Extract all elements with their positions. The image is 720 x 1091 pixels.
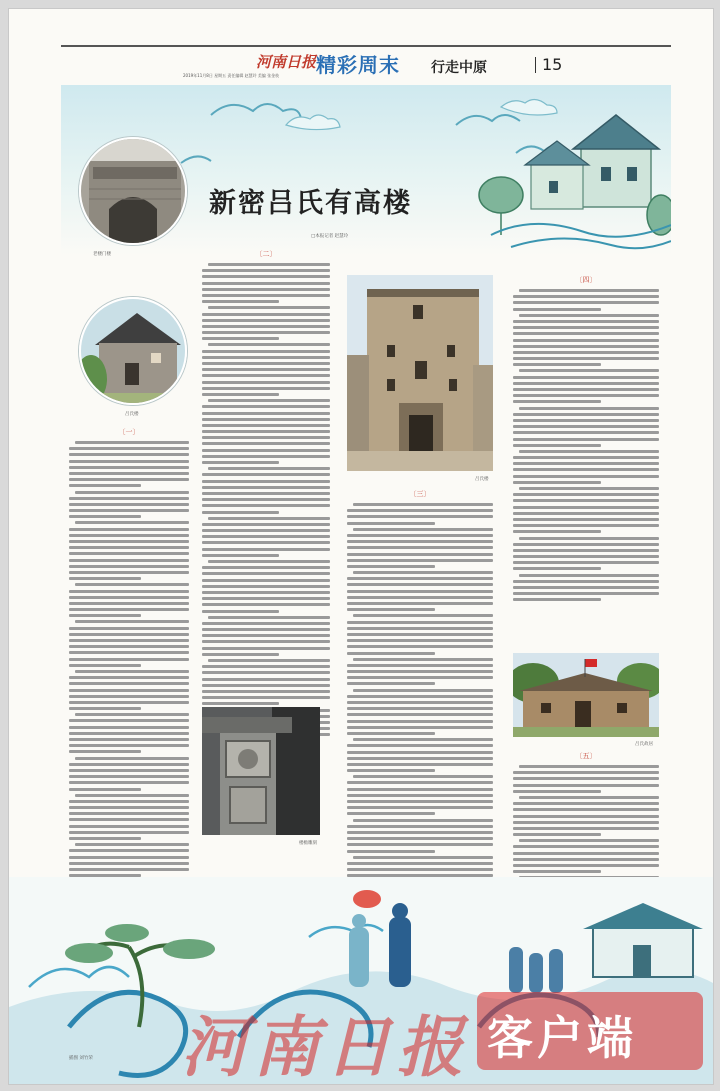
gate-photo-caption: 老楼门楼: [93, 252, 111, 257]
column-3: [347, 489, 493, 887]
section-heading-3: 〔三〕: [409, 490, 431, 498]
column-1: [69, 427, 189, 924]
section-heading-1: 〔一〕: [118, 428, 140, 436]
residence-photo-caption: 吕氏故居: [635, 742, 653, 747]
column-4: [513, 275, 659, 605]
carving-photo-caption: 楼檐雕刻: [299, 841, 317, 846]
zone-title: 行走中原: [431, 60, 487, 76]
house-photo-circle: [79, 297, 187, 405]
illustration-credit: 插图 刘竹荣: [69, 1056, 93, 1061]
section-heading-4: 〔四〕: [575, 276, 597, 284]
article-byline: □本报记者 赵慧玲: [311, 234, 349, 239]
house-photo-circle-caption: 吕氏楼: [125, 412, 139, 417]
column-2: [202, 249, 330, 746]
article-title: 新密吕氏有高楼: [209, 188, 412, 219]
app-watermark-text: 客户端: [487, 1011, 637, 1065]
page-number: 15: [542, 55, 563, 74]
newspaper-page: [8, 8, 714, 1085]
dateline: 2019年11月8日 星期五 责任编辑 赵慧玲 美编 张金枝: [183, 73, 280, 78]
tower-photo-caption: 吕氏楼: [475, 477, 489, 482]
newspaper-logo: 河南日报: [256, 53, 317, 71]
page-number-divider: [535, 57, 536, 73]
section-title: 精彩周末: [316, 53, 400, 77]
carving-photo: [202, 707, 320, 835]
column-5: [513, 751, 659, 895]
tower-photo: [347, 275, 493, 471]
masthead: [61, 49, 671, 83]
section-heading-5: 〔五〕: [575, 752, 597, 760]
section-heading-2: 〔二〕: [255, 250, 277, 258]
brand-watermark: 河南日报: [181, 1008, 469, 1085]
top-rule: [61, 45, 671, 47]
gate-photo: [79, 137, 187, 245]
residence-photo: [513, 653, 659, 737]
